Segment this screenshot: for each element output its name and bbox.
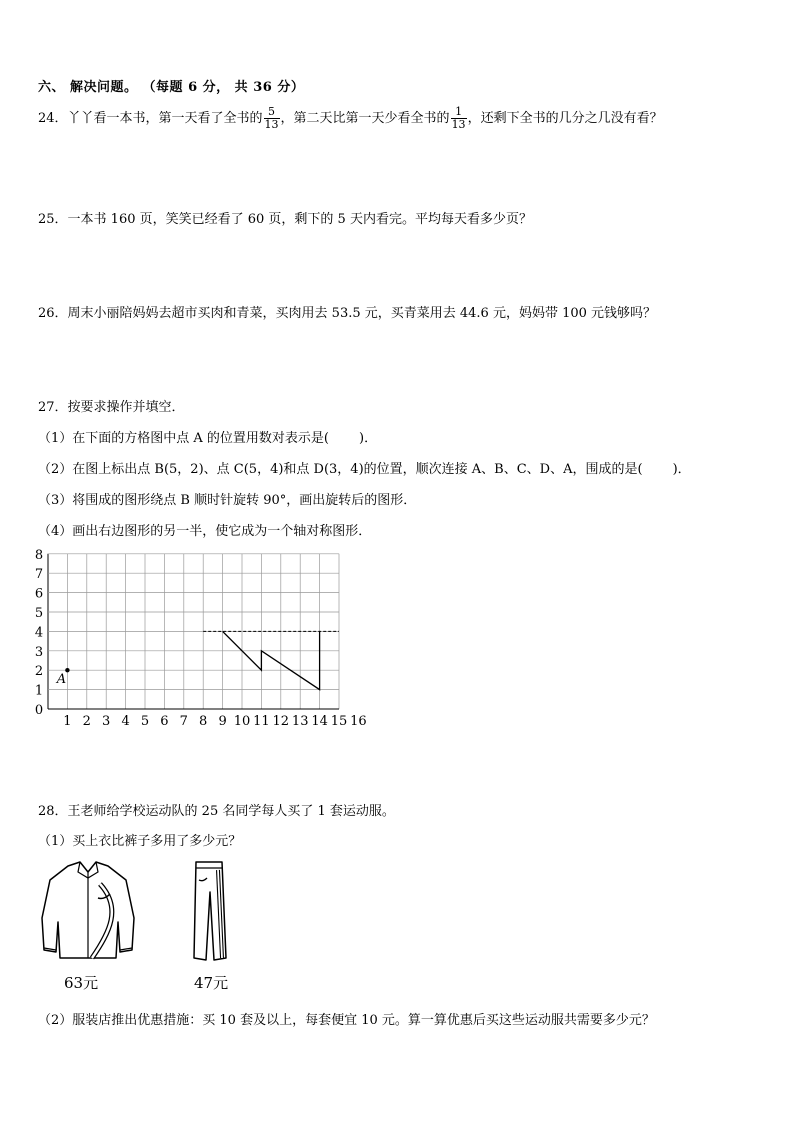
question-24: [38, 106, 663, 131]
question-28-sub1: （1）买上衣比裤子多用了多少元？: [38, 834, 242, 849]
question-27-sub1: （1）在下面的方格图中点 A 的位置用数对表示是( )．: [38, 431, 378, 446]
x-tick-label: 6: [160, 714, 169, 729]
q24-text-1: 24．丫丫看一本书，第一天看了全书的: [38, 111, 263, 126]
x-tick-label: 10: [233, 714, 251, 729]
x-tick-label: 4: [121, 714, 130, 729]
x-tick-label: 14: [311, 714, 328, 729]
half-shape: [223, 631, 320, 689]
y-tick-label: 2: [34, 664, 44, 680]
x-tick-label: 13: [291, 714, 309, 729]
jacket-price: 63元: [64, 974, 99, 992]
question-27-sub3: （3）将围成的图形绕点 B 顺时针旋转 90°，画出旋转后的图形．: [38, 493, 417, 508]
x-tick-label: 16: [350, 714, 367, 729]
fraction-1-13: $\frac{1}{13}$: [451, 105, 466, 131]
x-tick-label: 8: [199, 714, 208, 729]
y-tick-label: 0: [34, 703, 44, 718]
x-tick-label: 7: [179, 714, 188, 729]
pants-icon: [182, 858, 242, 968]
y-tick-label: 1: [34, 683, 44, 699]
x-tick-label: 1: [63, 714, 72, 729]
x-tick-label: 12: [272, 714, 290, 729]
question-27-sub2: （2）在图上标出点 B(5，2)、点 C(5，4)和点 D(3，4)的位置，顺次连接 A、B、C、D、A，围成的是( )．: [38, 462, 691, 477]
point-a-label: A: [56, 672, 67, 688]
x-tick-label: 11: [253, 714, 270, 729]
coordinate-grid: [30, 545, 390, 735]
question-25: 25．一本书 160 页，笑笑已经看了 60 页，剩下的 5 天内看完。平均每天看多少页？: [38, 212, 532, 227]
question-28-sub2: （2）服装店推出优惠措施：买 10 套及以上，每套便宜 10 元。算一算优惠后买这些运动服共需要多少元？: [38, 1013, 655, 1028]
symmetric-shape: [203, 631, 339, 689]
fraction-5-13: $\frac{5}{13}$: [264, 105, 279, 131]
x-tick-label: 5: [140, 714, 150, 729]
question-28-title: 28．王老师给学校运动队的 25 名同学每人买了 1 套运动服。: [38, 804, 395, 819]
y-tick-label: 8: [34, 547, 44, 563]
section-header: 六、 解决问题。 （每题 6 分， 共 36 分）: [38, 80, 305, 95]
q24-text-3: ，还剩下全书的几分之几没有看？: [467, 111, 663, 126]
pants-price: 47元: [194, 974, 229, 992]
y-tick-label: 7: [34, 567, 44, 583]
question-26: 26．周末小丽陪妈妈去超市买肉和青菜，买肉用去 53.5 元，买青菜用去 44.6 元，妈妈带 100 元钱够吗？: [38, 306, 657, 321]
q24-text-2: ，第二天比第一天少看全书的: [280, 111, 450, 126]
x-tick-label: 15: [330, 714, 348, 729]
question-27-title: 27．按要求操作并填空．: [38, 400, 185, 415]
y-tick-label: 6: [34, 586, 44, 602]
question-27-sub4: （4）画出右边图形的另一半，使它成为一个轴对称图形．: [38, 524, 372, 539]
y-tick-label: 3: [34, 644, 44, 660]
x-tick-label: 3: [102, 714, 111, 729]
y-tick-label: 4: [34, 625, 44, 641]
x-tick-label: 9: [218, 714, 227, 729]
y-tick-label: 5: [34, 606, 44, 621]
jacket-icon: [38, 858, 138, 968]
grid-labels: [35, 548, 367, 729]
x-tick-label: 2: [82, 714, 91, 729]
